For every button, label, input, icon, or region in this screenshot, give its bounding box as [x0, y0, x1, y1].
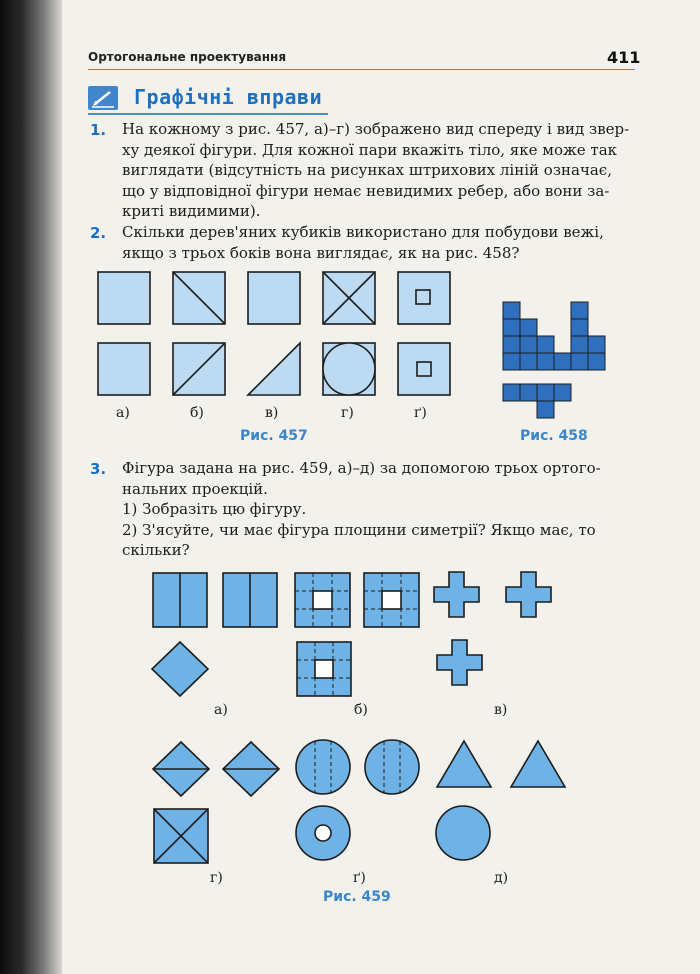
fig459-d-side	[511, 741, 565, 787]
fig457-label-b: б)	[190, 405, 204, 421]
fig457-label-g: г)	[341, 405, 354, 421]
exercise-line: якщо з трьох боків вона виглядає, як на рис. 458?	[122, 243, 520, 262]
fig459-v-side	[506, 572, 551, 617]
fig459-label-v: в)	[494, 702, 508, 718]
exercise-line: ху деякої фігури. Для кожної пари вкажіть тіло, яке може так	[122, 140, 618, 159]
exercise-line: На кожному з рис. 457, а)–г) зображено вид спереду і вид звер-	[122, 120, 630, 138]
fig459-label-b: б)	[354, 702, 368, 718]
fig459-label-g: г)	[210, 870, 223, 886]
fig459-a-top	[152, 642, 208, 696]
fig459-label-a: а)	[214, 702, 228, 718]
fig457-caption: Рис. 457	[240, 428, 308, 444]
exercise-line: 2) З'ясуйте, чи має фігура площини симетрії? Якщо має, то	[122, 520, 596, 539]
fig459-v-front	[434, 572, 479, 617]
fig457-label-v: в)	[265, 405, 279, 421]
fig459-v-top	[437, 640, 482, 685]
exercise-1-number: 1.	[90, 121, 107, 139]
exercise-2-number: 2.	[90, 224, 107, 242]
exercise-3-number: 3.	[90, 460, 107, 478]
exercise-line: скільки?	[122, 541, 190, 559]
fig459-gg-front	[296, 740, 350, 794]
fig459-caption: Рис. 459	[323, 889, 391, 905]
exercise-line: Скільки дерев'яних кубиків використано для побудови вежі,	[122, 223, 604, 241]
page-number: 411	[607, 48, 641, 67]
fig457-label-a: а)	[116, 405, 130, 421]
exercise-line: виглядати (відсутність на рисунках штрихових ліній означає,	[122, 161, 612, 179]
fig458-caption: Рис. 458	[520, 428, 588, 444]
exercise-line: що у відповідної фігури немає невидимих ребер, або вони за-	[122, 181, 610, 200]
fig459-label-gg: ґ)	[353, 870, 366, 886]
fig457-label-gg: ґ)	[414, 405, 427, 421]
exercise-line: криті видимими).	[122, 202, 261, 220]
fig459-gg-side	[365, 740, 419, 794]
exercise-line: Фігура задана на рис. 459, а)–д) за допомогою трьох ортого-	[122, 459, 601, 477]
section-title: Графічні вправи	[134, 85, 323, 109]
fig459-label-d: д)	[494, 870, 509, 886]
exercise-line: нальних проекцій.	[122, 479, 268, 498]
exercise-line: 1) Зобразіть цю фігуру.	[122, 500, 307, 518]
fig459-d-front	[437, 741, 491, 787]
running-header: Ортогональне проектування	[88, 50, 287, 64]
fig459-d-top	[436, 806, 490, 860]
